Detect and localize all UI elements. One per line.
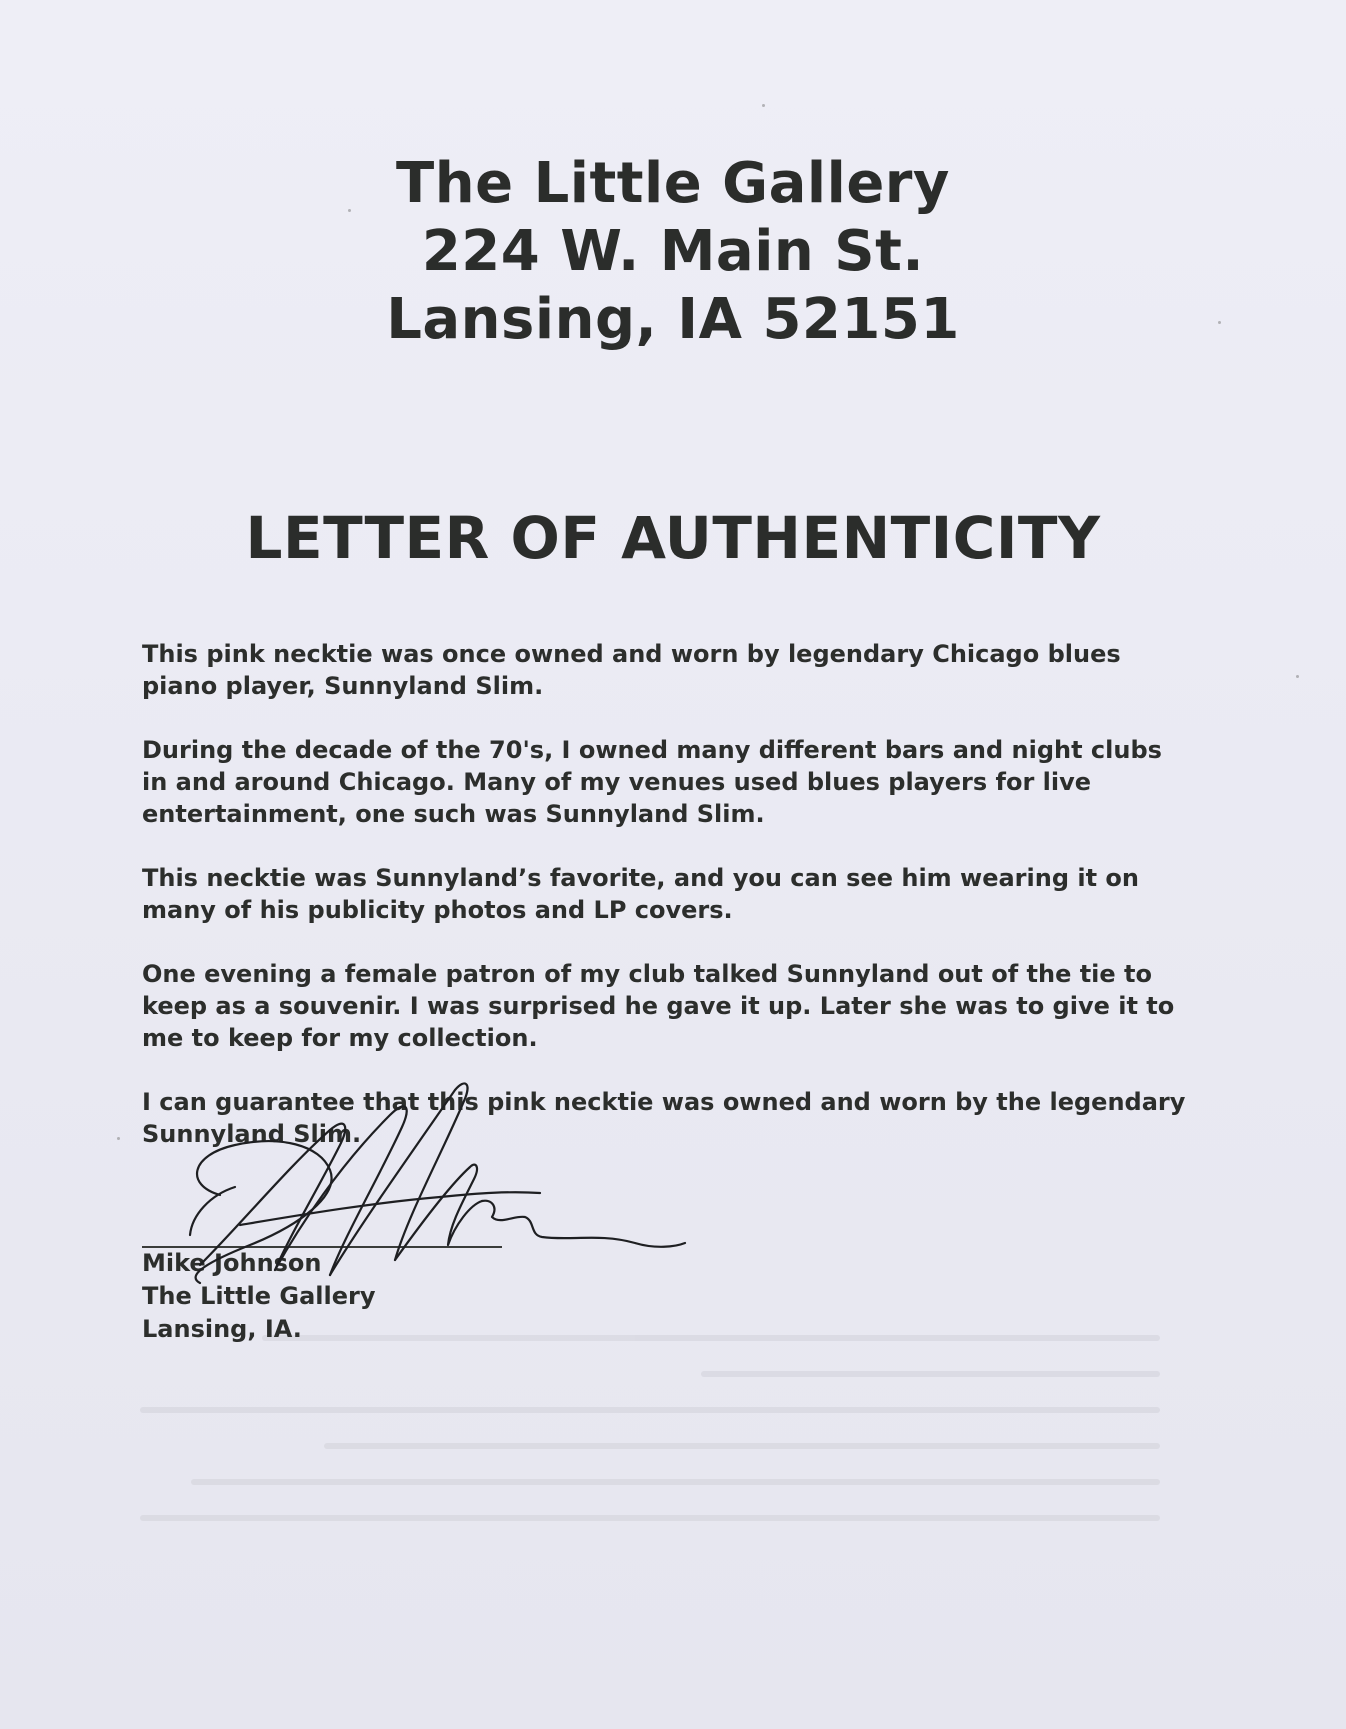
signer-location: Lansing, IA. (142, 1315, 302, 1343)
paragraph-5: I can guarantee that this pink necktie was owned and worn by the legendary Sunnyland Slim. (142, 1088, 1186, 1148)
letterhead-street: 224 W. Main St. (421, 219, 925, 284)
paper-speck (1218, 321, 1221, 324)
signer-name: Mike Johnson (142, 1249, 322, 1277)
document-title: LETTER OF AUTHENTICITY (245, 504, 1101, 572)
paper-speck (762, 104, 765, 107)
handwritten-signature-icon (180, 1075, 720, 1295)
letterhead-city: Lansing, IA 52151 (386, 287, 960, 352)
paragraph-4: One evening a female patron of my club talked Sunnyland out of the tie to keep as a souvenir. I was surprised he gave it up. Later she was to give it to me to keep for my collection. (142, 960, 1175, 1052)
signer-organization: The Little Gallery (142, 1282, 376, 1310)
paragraph-1: This pink necktie was once owned and worn by legendary Chicago blues piano player, Sunnyland Slim. (142, 640, 1121, 700)
paragraph-3: This necktie was Sunnyland’s favorite, and you can see him wearing it on many of his publicity photos and LP covers. (142, 864, 1139, 924)
paragraph-2: During the decade of the 70's, I owned many different bars and night clubs in and around Chicago. Many of my venues used blues players for live entertainment, one such was Sunnyland Slim. (142, 736, 1162, 828)
letterhead-name: The Little Gallery (396, 151, 950, 216)
paper-speck (1296, 675, 1299, 678)
letterhead (0, 150, 1346, 354)
paper-speck (117, 1137, 120, 1140)
reverse-side-bleed (140, 1335, 1160, 1595)
paper-speck (348, 209, 351, 212)
